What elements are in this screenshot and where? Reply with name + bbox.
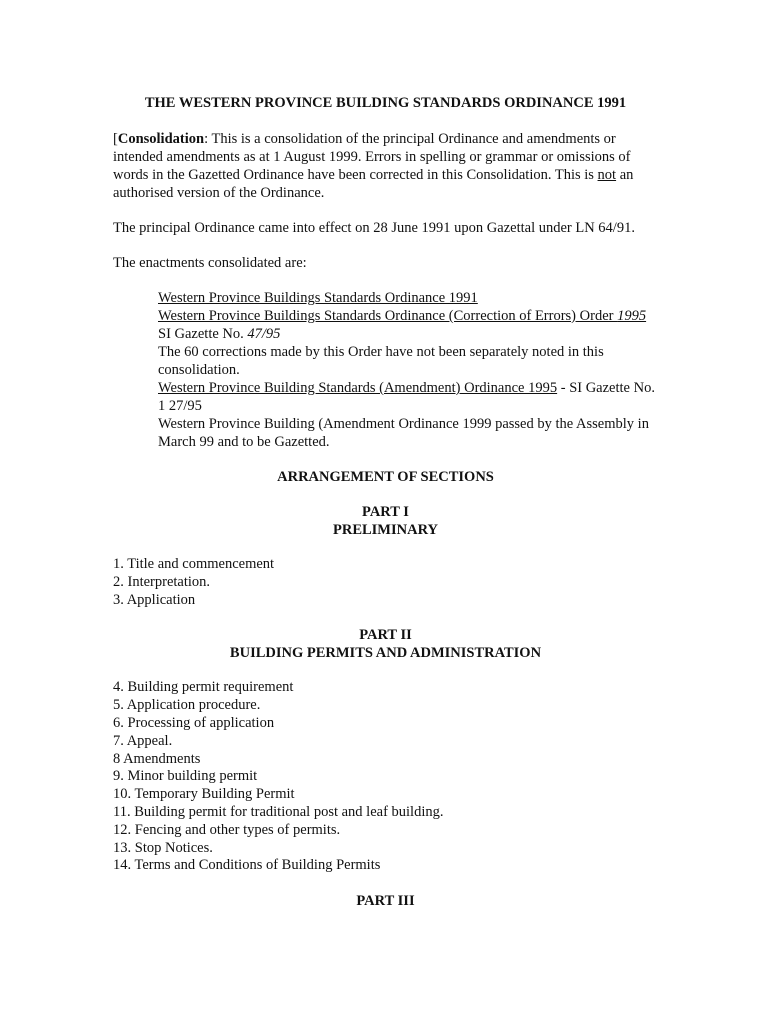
open-bracket: [ [113,131,118,147]
enactment-2 [158,307,658,343]
enactment-3 [158,379,658,415]
not-word: not [597,167,617,183]
section-item: 6. Processing of application [113,714,275,731]
enactment-3-title: Western Province Building Standards (Amendment) Ordinance 1995 [158,380,558,396]
enactment-2-gazette-no: 47/95 [247,326,281,342]
section-item: 9. Minor building permit [113,768,258,785]
document-page [113,94,658,910]
arrangement-heading: ARRANGEMENT OF SECTIONS [277,469,494,485]
consolidation-note [113,130,658,202]
section-item: 5. Application procedure. [113,697,261,714]
enactment-1: Western Province Buildings Standards Ordinance 1991 [158,290,478,306]
enactment-2-note: The 60 corrections made by this Order have not been separately noted in this consolidation. [158,344,604,378]
part-2-name: BUILDING PERMITS AND ADMINISTRATION [229,645,542,662]
part-2-sections [113,679,658,875]
effect-paragraph: The principal Ordinance came into effect on 28 June 1991 upon Gazettal under LN 64/91. [113,220,635,236]
section-item: 1. Title and commencement [113,556,275,572]
enactment-2-gazette: SI Gazette No. [158,326,248,342]
section-item: 8 Amendments [113,750,201,767]
section-item: 12. Fencing and other types of permits. [113,821,341,838]
enactment-2-year: 1995 [617,308,647,324]
document-title: THE WESTERN PROVINCE BUILDING STANDARDS ORDINANCE 1991 [144,95,627,111]
enactment-2-title: Western Province Buildings Standards Ordinance (Correction of Errors) Order [158,308,618,324]
section-item: 2. Interpretation. [113,573,211,590]
section-item: 13. Stop Notices. [113,839,213,856]
enactments-list [158,289,658,451]
enactment-3-gazette: - SI Gazette No. 1 27/95 [158,380,655,414]
section-item: 14. Terms and Conditions of Building Permits [113,857,381,874]
enactment-4: Western Province Building (Amendment Ordinance 1999 passed by the Assembly in March 99 and to be Gazetted. [158,416,649,450]
section-item: 10. Temporary Building Permit [113,786,295,803]
part-1-number: PART I [362,504,409,520]
part-1-name: PRELIMINARY [332,522,439,538]
enactments-intro: The enactments consolidated are: [113,255,307,271]
section-item: 3. Application [113,591,196,608]
section-item: 4. Building permit requirement [113,679,294,696]
section-item: 11. Building permit for traditional post and leaf building. [113,803,444,820]
part-2-number: PART II [359,627,412,644]
part-1-sections [113,556,658,609]
consolidation-label: Consolidation [117,131,205,147]
consolidation-text-2: an authorised version of the Ordinance. [113,167,634,201]
consolidation-text-1: : This is a consolidation of the principal Ordinance and amendments or intended amendments as at 1 August 1999. Errors in spelling or grammar or omissions of words in the Gazetted Ordinance have been corrected in this Consolidation. This is [113,131,631,183]
section-item: 7. Appeal. [113,732,173,749]
part-3-number: PART III [356,893,415,910]
